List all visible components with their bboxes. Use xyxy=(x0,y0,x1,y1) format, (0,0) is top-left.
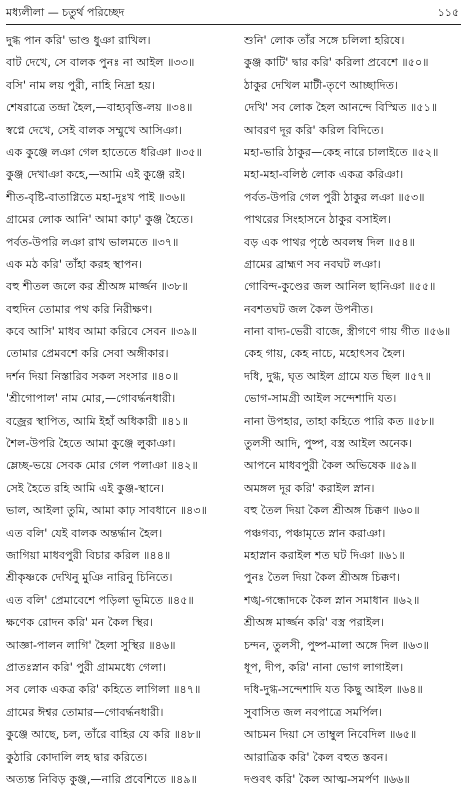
verse-line: বাট দেখে, সে বালক পুনঃ না আইল ॥৩৩॥ xyxy=(6,56,195,70)
verse-line: আবরণ দূর করি' করিল বিদিতে। xyxy=(244,123,384,137)
verse-line: ক্ষণেক রোদন করি' মন কৈল স্থির। xyxy=(6,616,154,630)
verse-line: গ্রামের ব্রাহ্মণ সব নবঘট লঞা। xyxy=(244,257,381,271)
verse-line: শ্রীঅঙ্গ মার্জ্জন করি' বস্ত্র পরাইল। xyxy=(244,616,385,630)
verse-line: কুঞ্জ দেখাঞা কহে,—আমি এই কুঞ্জে রই। xyxy=(6,168,185,182)
verse-line: জাগিয়া মাধবপুরী বিচার করিল ॥৪৪॥ xyxy=(6,548,171,562)
verse-line: গ্রামের লোক আনি' আমা কাঢ়' কুঞ্জ হৈতে। xyxy=(6,213,194,227)
verse-line: ধূপ, দীপ, করি' নানা ভোগ লাগাইল। xyxy=(244,660,404,674)
verse-line: কুঞ্জ কাটি' দ্বার করি' করিলা প্রবেশে ॥৫০॥ xyxy=(244,56,429,70)
verse-line: মহা-ভারি ঠাকুর—কেহ নারে চালাইতে ॥৫২॥ xyxy=(244,145,439,159)
verse-line: পর্বত-উপরি গেল পুরী ঠাকুর লঞা ॥৫৩॥ xyxy=(244,190,425,204)
verse-line: চন্দন, তুলসী, পুষ্প-মালা অঙ্গে দিল ॥৬৩॥ xyxy=(244,638,429,652)
verse-line: কবে আসি' মাধব আমা করিবে সেবন ॥৩৯॥ xyxy=(6,325,197,339)
verse-line: গোবিন্দ-কুণ্ডের জল আনিল ছানিঞা ॥৫৫॥ xyxy=(244,280,436,294)
verse-line: তুলসী আদি, পুষ্প, বস্ত্র আইল অনেক। xyxy=(244,437,412,451)
verse-line: এক কুঞ্জে লঞা গেল হাতেতে ধরিঞা ॥৩৫॥ xyxy=(6,145,202,159)
verse-line: কেহ গায়, কেহ নাচে, মহোৎসব হৈল। xyxy=(244,347,406,361)
verse-line: অত্যন্ত নিবিড় কুঞ্জ,—নারি প্রবেশিতে ॥৪৯॥ xyxy=(6,772,197,786)
verse-line: সেই হৈতে রহি আমি এই কুঞ্জ-স্থানে। xyxy=(6,481,165,495)
verse-line: আপনে মাধবপুরী কৈল অভিষেক ॥৫৯॥ xyxy=(244,459,417,473)
verse-line: নবশতঘট জল কৈল উপনীত। xyxy=(244,302,374,316)
verse-line: নানা বাদ্য-ভেরী বাজে, স্ত্রীগণে গায় গীত ॥৫৬॥ xyxy=(244,325,451,339)
verse-line: সুবাসিত জল নবপাত্রে সমর্পিল। xyxy=(244,705,383,719)
verse-line: বহু তৈল দিয়া কৈল শ্রীঅঙ্গ চিক্কণ ॥৬০॥ xyxy=(244,504,420,518)
verse-line: এত বলি' যেই বালক অন্তর্দ্ধান হৈল। xyxy=(6,526,163,540)
verse-line: এক মঠ করি' তাঁহা করহ স্থাপন। xyxy=(6,257,143,271)
verse-line: আচমন দিয়া সে তাম্বুল নিবেদিল ॥৬৫॥ xyxy=(244,728,417,742)
verse-line: সব লোক একত্র করি' কহিতে লাগিলা ॥৪৭॥ xyxy=(6,683,201,697)
verse-line: মহা-মহা-বলিষ্ঠ লোক একত্র করিঞা। xyxy=(244,168,404,182)
verse-line: দধি, দুগ্ধ, ঘৃত আইল গ্রামে যত ছিল ॥৫৭॥ xyxy=(244,369,431,383)
verse-line: শ্রীকৃষ্ণকে দেখিনু মুঞি নারিনু চিনিতে। xyxy=(6,571,173,585)
verse-line: বহু শীতল জলে কর শ্রীঅঙ্গ মার্জ্জন ॥৩৮॥ xyxy=(6,280,188,294)
verse-line: শঙ্খ-গন্ধোদকে কৈল স্নান সমাধান ॥৬২॥ xyxy=(244,593,420,607)
verse-line: বজ্রের স্থাপিত, আমি ইহাঁ অধিকারী ॥৪১॥ xyxy=(6,414,189,428)
verse-line: দর্শন দিয়া নিস্তারিব সকল সংসার ॥৪০॥ xyxy=(6,369,179,383)
verse-line: বড় এক পাথর পৃষ্ঠে অবলম্ব দিল ॥৫৪॥ xyxy=(244,235,415,249)
verse-line: পঞ্চগব্য, পঞ্চামৃতে স্নান করাঞা। xyxy=(244,526,386,540)
verse-line: স্বপ্নে দেখে, সেই বালক সম্মুখে আসিঞা। xyxy=(6,123,182,137)
verse-line: ম্লেচ্ছ-ভয়ে সেবক মোর গেল পলাঞা ॥৪২॥ xyxy=(6,459,198,473)
verse-line: অমঙ্গল দূর করি' করাইল স্নান। xyxy=(244,481,375,495)
verse-line: শীত-বৃষ্টি-বাতাগ্নিতে মহা-দুঃখ পাই ॥৩৬॥ xyxy=(6,190,186,204)
verse-line: বসি' নাম লয় পুরী, নাহি নিদ্রা হয়। xyxy=(6,78,155,92)
header-rule xyxy=(6,24,461,25)
verse-line: আজ্ঞা-পালন লাগি' হৈলা সুস্থির ॥৪৬॥ xyxy=(6,638,176,652)
header-title: মধ্যলীলা — চতুর্থ পরিচ্ছেদ xyxy=(6,5,125,19)
verse-line: পাথরের সিংহাসনে ঠাকুর বসাইল। xyxy=(244,213,391,227)
verse-line: কুঠারি কোদালি লহ দ্বার করিতে। xyxy=(6,750,148,764)
verse-line: এত বলি' প্রেমাবেশে পড়িলা ভূমিতে ॥৪৫॥ xyxy=(6,593,194,607)
verse-line: মহাস্নান করাইল শত ঘট দিঞা ॥৬১॥ xyxy=(244,548,405,562)
verse-line: দধি-দুগ্ধ-সন্দেশাদি যত কিছু আইল ॥৬৪॥ xyxy=(244,683,423,697)
verse-line: বহুদিন তোমার পথ করি নিরীক্ষণ। xyxy=(6,302,153,316)
verse-line: নানা উপহার, তাহা কহিতে পারি কত ॥৫৮॥ xyxy=(244,414,435,428)
left-column xyxy=(6,30,232,791)
verse-line: দুগ্ধ পান করি' ভাণ্ড ধুঞা রাখিল। xyxy=(6,34,151,47)
verse-line: 'শ্রীগোপাল' নাম মোর,—গোবর্দ্ধনধারী। xyxy=(6,392,176,406)
running-header xyxy=(6,4,459,22)
verse-line: প্রাতঃস্নান করি' পুরী গ্রামমধ্যে গেলা। xyxy=(6,660,166,674)
verse-line: ঠাকুর দেখিল মাটী-তৃণে আচ্ছাদিত। xyxy=(244,78,398,92)
verse-line: তোমার প্রেমবশে করি সেবা অঙ্গীকার। xyxy=(6,347,169,361)
verse-line: দণ্ডবৎ করি' কৈল আত্ম-সমর্পণ ॥৬৬॥ xyxy=(244,772,410,786)
verse-line: গ্রামের ঈশ্বর তোমার—গোবর্দ্ধনধারী। xyxy=(6,705,164,719)
verse-line: শৈল-উপরি হৈতে আমা কুঞ্জে লুকাঞা। xyxy=(6,437,176,451)
right-column xyxy=(244,30,463,791)
verse-line: আরাত্রিক করি' কৈল বহুত স্তবন। xyxy=(244,750,388,764)
verse-line: ভাল, আইলা তুমি, আমা কাঢ় সাবধানে ॥৪৩॥ xyxy=(6,504,208,518)
verse-line: পুনঃ তৈল দিয়া কৈল শ্রীঅঙ্গ চিক্কণ। xyxy=(244,571,400,585)
verse-line: দেখি' সব লোক হৈল আনন্দে বিস্মিত ॥৫১॥ xyxy=(244,101,438,115)
verse-line: পর্বত-উপরি লঞা রাখ ভালমতে ॥৩৭॥ xyxy=(6,235,179,249)
verse-line: শুনি' লোক তাঁর সঙ্গে চলিলা হরিষে। xyxy=(244,34,405,47)
verse-line: ভোগ-সামগ্রী আইল সন্দেশাদি যত। xyxy=(244,392,397,406)
verse-line: কুঞ্জে আছে, চল, তাঁরে বাহির যে করি ॥৪৮॥ xyxy=(6,728,201,742)
page-number: ১১৫ xyxy=(437,5,459,19)
verse-line: শেষরাত্রে তন্দ্রা হৈল,—বাহ্যবৃত্তি-লয় ॥৩৪॥ xyxy=(6,101,193,115)
